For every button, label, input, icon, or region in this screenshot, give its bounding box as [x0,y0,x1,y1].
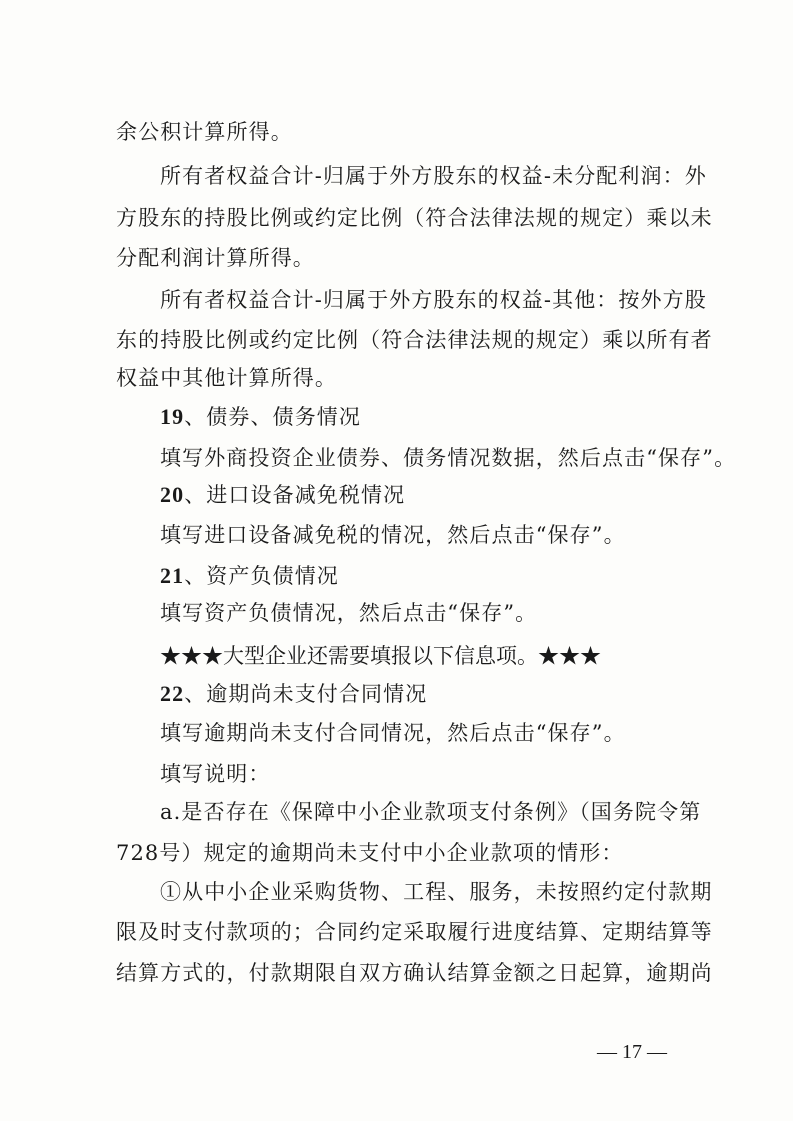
text-line: 所有者权益合计-归属于外方股东的权益-未分配利润：外 [160,164,707,188]
section-heading-19 [160,402,361,432]
large-enterprise-notice: ★★★大型企业还需要填报以下信息项。★★★ [160,644,601,668]
page-number: — 17 — [597,1041,667,1063]
note-title: 填写说明： [160,762,271,786]
section-number: 21 [160,563,185,588]
section-description: 填写资产负债情况，然后点击“保存”。 [160,601,538,625]
note-item-1: 结算方式的，付款期限自双方确认结算金额之日起算，逾期尚 [116,961,713,985]
section-number: 19 [160,404,185,429]
text-line: 余公积计算所得。 [116,120,293,144]
section-heading-22 [160,679,427,709]
section-title: 、资产负债情况 [184,564,339,588]
text-line: 权益中其他计算所得。 [116,366,337,390]
section-description: 填写逾期尚未支付合同情况，然后点击“保存”。 [160,721,626,745]
text-line: 方股东的持股比例或约定比例（符合法律法规的规定）乘以未 [116,206,713,230]
section-description: 填写进口设备减免税的情况，然后点击“保存”。 [160,523,626,547]
section-title: 、债券、债务情况 [184,405,362,429]
note-item-1: 限及时支付款项的；合同约定采取履行进度结算、定期结算等 [116,920,713,944]
section-heading-20 [160,480,405,510]
section-number: 22 [160,681,185,706]
text-line: 分配利润计算所得。 [116,246,315,270]
section-number: 20 [160,482,185,507]
section-title: 、逾期尚未支付合同情况 [184,682,428,706]
section-description: 填写外商投资企业债券、债务情况数据，然后点击“保存”。 [160,446,737,470]
text-line: 所有者权益合计-归属于外方股东的权益-其他：按外方股 [160,288,707,312]
note-item-1: ①从中小企业采购货物、工程、服务，未按照约定付款期 [160,880,713,904]
note-paragraph-a: 728号）规定的逾期尚未支付中小企业款项的情形： [116,841,624,865]
section-heading-21 [160,561,339,591]
note-paragraph-a: a.是否存在《保障中小企业款项支付条例》（国务院令第 [160,800,702,824]
text-line: 东的持股比例或约定比例（符合法律法规的规定）乘以所有者 [116,328,713,352]
section-title: 、进口设备减免税情况 [184,483,406,507]
